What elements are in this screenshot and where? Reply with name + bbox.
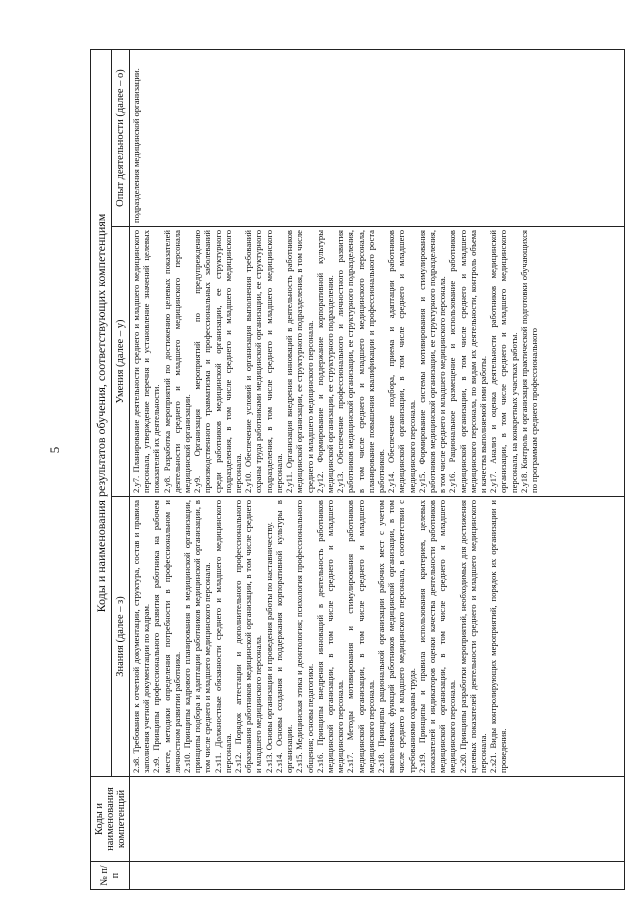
header-experience: Опыт деятельности (далее – о) — [112, 50, 130, 227]
knowledge-item: 2.з17. Методы мотивирования и стимулирования работников медицинской организации, в том числе среднего и младшего медицинского персонала. — [345, 500, 376, 773]
skill-item: 2.у8. Разработка мероприятий по достижению целевых показателей деятельности среднего и младшего медицинского персонала медицинской организации. — [161, 230, 193, 493]
skill-item: 2.у9. Организация мероприятий по предупреждению производственного травматизма и профессиональных заболеваний среди работников медицинской организации, ее структурного подразделения, в том числе среднего и младшего медицинского персонала. — [192, 230, 244, 493]
skills-cell — [130, 227, 625, 497]
knowledge-item: 2.з9. Принципы профессионального развития работника на рабочем месте, методики определения потребности в профессиональном и личностном развитии работника. — [151, 500, 182, 773]
experience-cell — [130, 50, 625, 227]
knowledge-item: 2.з20. Принципы разработки мероприятий, необходимых для достижения целевых показателей деятельности среднего и младшего медицинского персонала. — [457, 500, 488, 773]
skill-item: 2.у17. Анализ и оценка деятельности работников медицинской организации, в том числе среднего и младшего медицинского персонала, на конкретных участках работы. — [488, 230, 519, 493]
table-row — [130, 50, 625, 890]
header-group-caption: Коды и наименования результатов обучения, соответствующих компетенциям — [91, 50, 112, 777]
knowledge-item: 2.з19. Принципы и правила использования критериев, целевых показателей и индикаторов оценки качества деятельности работников медицинской организации, в том числе среднего и младшего медицинского персонала. — [416, 500, 458, 773]
knowledge-item: 2.з13. Основы организации и проведения работы по наставничеству. — [263, 522, 274, 773]
row-number-cell — [130, 862, 625, 890]
knowledge-item: 2.з8. Требования к отчетной документации, структура, состав и правила заполнения учетной документации по кадрам. — [131, 500, 152, 773]
row-codes-cell — [130, 777, 625, 862]
header-number: № п/п — [91, 862, 130, 890]
skill-item: 2.у13. Обеспечение профессионального и личностного развития работников медицинской организации, ее структурного подразделения, в том числе среднего и младшего медицинского персонала, планирование повышения квалификации и профессионального роста работников. — [335, 230, 386, 493]
skill-item: 2.у12. Формирование и поддержание корпоративной культуры медицинской организации, ее структурного подразделения. — [314, 230, 335, 493]
page-number: 5 — [47, 446, 62, 454]
skill-item: 2.у18. Контроль и организация практической подготовки обучающихся по программам среднего профессионального — [518, 230, 539, 493]
skill-item: 2.у16. Рациональное размещение и использование работников медицинской организации, в том числе среднего и младшего медицинского персонала, по видам их деятельности, контроль объема и качества выполняемой ими работы. — [447, 230, 488, 493]
knowledge-item: 2.з15. Медицинская этика и деонтология; психология профессионального общения; основы педагогики. — [294, 500, 315, 773]
knowledge-item: 2.з16. Принципы внедрения инноваций в деятельность работников медицинской организации, в том числе среднего и младшего медицинского персонала. — [314, 500, 346, 773]
header-knowledge: Знания (далее – з) — [112, 497, 130, 777]
knowledge-item: 2.з14. Основы создания и поддержания корпоративной культуры в организации. — [273, 500, 295, 773]
knowledge-item: 2.з21. Виды контролирующих мероприятий, порядок их организации и проведения. — [488, 500, 509, 773]
knowledge-cell — [130, 497, 625, 777]
skill-item: 2.у11. Организация внедрения инноваций в деятельность работников медицинской организации, ее структурного подразделения, в том числе среднего и младшего медицинского персонала. — [284, 230, 315, 493]
knowledge-item: 2.з12. Порядок аттестации и дополнительного профессионального образования работников медицинской организации, в том числе среднего и младшего медицинского персонала. — [233, 500, 264, 773]
skill-item: 2.у7. Планирование деятельности среднего и младшего медицинского персонала, утверждение перечня и установление значений целевых показателей их деятельности. — [131, 230, 162, 493]
skill-item: 2.у14. Обеспечение подбора, приема и адаптации работников медицинской организации, в том числе среднего и младшего медицинского персонала. — [386, 230, 417, 493]
rotated-table-container — [90, 50, 625, 890]
experience-item: подразделения медицинской организации. — [131, 68, 142, 223]
header-skills: Умения (далее – у) — [112, 227, 130, 497]
competency-table — [90, 49, 625, 890]
knowledge-item: 2.з10. Принципы кадрового планирования в медицинской организации, принципы подбора и адаптации работников медицинской организации, в том числе среднего и младшего медицинского персонала. — [182, 500, 213, 773]
knowledge-item: 2.з11. Должностные обязанности среднего и младшего медицинского персонала. — [212, 500, 233, 773]
header-codes: Коды и наименования компетенций — [91, 777, 130, 862]
knowledge-item: 2.з18. Принципы рациональной организации рабочих мест с учетом выполняемых функций работников медицинской организации, в том числе среднего и младшего медицинского персонала, в соответствии с требованиями охраны труда. — [375, 500, 417, 773]
skill-item: 2.у15. Формирование системы мотивирования и стимулирования работников медицинской организации, ее структурного подразделения, в том числе среднего и младшего медицинского персонала. — [416, 230, 448, 493]
skill-item: 2.у10. Обеспечение условий и организация выполнения требований охраны труда работниками медицинской организации, ее структурного подразделения, в том числе среднего и младшего медицинского персонала. — [243, 230, 284, 493]
